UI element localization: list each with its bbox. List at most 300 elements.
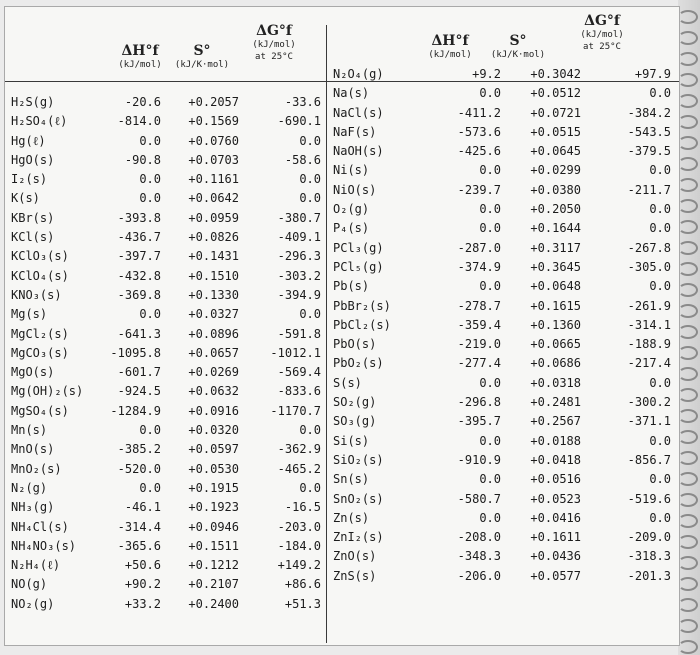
enthalpy-value: -90.8 bbox=[124, 152, 161, 167]
right-dg-header bbox=[569, 13, 635, 53]
binding-ring bbox=[678, 409, 698, 423]
entropy-value: +0.2107 bbox=[188, 577, 239, 592]
table-row bbox=[331, 316, 677, 335]
table-row bbox=[331, 258, 677, 277]
compound-name: KClO₃(s) bbox=[11, 249, 69, 264]
enthalpy-value: +90.2 bbox=[124, 577, 161, 592]
table-row bbox=[331, 354, 677, 373]
enthalpy-value: -641.3 bbox=[117, 326, 161, 341]
entropy-value: +0.0269 bbox=[188, 365, 239, 380]
binding-ring bbox=[678, 199, 698, 213]
right-dh-symbol: ΔH°f bbox=[431, 33, 469, 49]
entropy-value: +0.0380 bbox=[530, 182, 581, 197]
enthalpy-value: -924.5 bbox=[117, 384, 161, 399]
gibbs-value: -303.2 bbox=[277, 268, 321, 283]
enthalpy-value: -580.7 bbox=[457, 491, 501, 506]
table-row bbox=[331, 200, 677, 219]
gibbs-value: -201.3 bbox=[627, 568, 671, 583]
compound-name: Ni(s) bbox=[333, 163, 370, 178]
binding-ring bbox=[678, 304, 698, 318]
table-row bbox=[9, 595, 325, 614]
table-row bbox=[9, 247, 325, 266]
compound-name: I₂(s) bbox=[11, 172, 48, 187]
table-row bbox=[9, 325, 325, 344]
enthalpy-value: -393.8 bbox=[117, 210, 161, 225]
binding-ring bbox=[678, 640, 698, 654]
compound-name: Mg(OH)₂(s) bbox=[11, 384, 84, 399]
binding-ring bbox=[678, 157, 698, 171]
entropy-value: +0.0657 bbox=[188, 345, 239, 360]
compound-name: Mg(s) bbox=[11, 307, 48, 322]
compound-name: SnO₂(s) bbox=[333, 491, 384, 506]
enthalpy-value: -278.7 bbox=[457, 298, 501, 313]
gibbs-value: -543.5 bbox=[627, 124, 671, 139]
gibbs-value: 0.0 bbox=[649, 375, 671, 390]
compound-name: PCl₃(g) bbox=[333, 240, 384, 255]
gibbs-value: 0.0 bbox=[299, 423, 321, 438]
entropy-value: +0.0299 bbox=[530, 163, 581, 178]
enthalpy-value: 0.0 bbox=[139, 172, 161, 187]
left-dh-symbol: ΔH°f bbox=[121, 43, 159, 59]
compound-name: ZnO(s) bbox=[333, 549, 377, 564]
table-row bbox=[9, 132, 325, 151]
compound-name: MgCO₃(s) bbox=[11, 345, 69, 360]
entropy-value: +0.1915 bbox=[188, 480, 239, 495]
compound-name: NaF(s) bbox=[333, 124, 377, 139]
gibbs-value: -394.9 bbox=[277, 287, 321, 302]
gibbs-value: -519.6 bbox=[627, 491, 671, 506]
entropy-value: +0.0686 bbox=[530, 356, 581, 371]
table-row bbox=[9, 460, 325, 479]
entropy-value: +0.0530 bbox=[188, 461, 239, 476]
table-row bbox=[331, 65, 677, 84]
table-row bbox=[331, 142, 677, 161]
gibbs-value: -217.4 bbox=[627, 356, 671, 371]
compound-name: MgO(s) bbox=[11, 365, 55, 380]
entropy-value: +0.3645 bbox=[530, 259, 581, 274]
table-row bbox=[331, 335, 677, 354]
table-row bbox=[9, 267, 325, 286]
gibbs-value: -833.6 bbox=[277, 384, 321, 399]
entropy-value: +0.0515 bbox=[530, 124, 581, 139]
compound-name: NH₄Cl(s) bbox=[11, 519, 69, 534]
gibbs-value: 0.0 bbox=[299, 133, 321, 148]
gibbs-value: -188.9 bbox=[627, 337, 671, 352]
enthalpy-value: 0.0 bbox=[479, 510, 501, 525]
entropy-value: +0.1644 bbox=[530, 221, 581, 236]
enthalpy-value: +50.6 bbox=[124, 558, 161, 573]
table-row bbox=[331, 432, 677, 451]
enthalpy-value: 0.0 bbox=[479, 86, 501, 101]
gibbs-value: -384.2 bbox=[627, 105, 671, 120]
enthalpy-value: -359.4 bbox=[457, 317, 501, 332]
entropy-value: +0.2567 bbox=[530, 414, 581, 429]
table-row bbox=[331, 239, 677, 258]
binding-ring bbox=[678, 577, 698, 591]
enthalpy-value: +9.2 bbox=[472, 67, 501, 81]
entropy-value: +0.0645 bbox=[530, 144, 581, 159]
enthalpy-value: -520.0 bbox=[117, 461, 161, 476]
left-table-body bbox=[9, 93, 325, 614]
binding-ring bbox=[678, 94, 698, 108]
gibbs-value: 0.0 bbox=[649, 163, 671, 178]
left-dg-unit: (kJ/mol) bbox=[252, 40, 296, 50]
enthalpy-value: -296.8 bbox=[457, 395, 501, 410]
entropy-value: +0.2481 bbox=[530, 395, 581, 410]
enthalpy-value: 0.0 bbox=[479, 163, 501, 178]
table-row bbox=[331, 277, 677, 296]
enthalpy-value: -385.2 bbox=[117, 442, 161, 457]
entropy-value: +0.0648 bbox=[530, 279, 581, 294]
compound-name: PbO₂(s) bbox=[333, 356, 384, 371]
table-row bbox=[331, 509, 677, 528]
compound-name: S(s) bbox=[333, 375, 362, 390]
left-dg-header bbox=[243, 23, 305, 63]
table-row bbox=[331, 374, 677, 393]
entropy-value: +0.0523 bbox=[530, 491, 581, 506]
gibbs-value: -1170.7 bbox=[270, 403, 321, 418]
entropy-value: +0.0418 bbox=[530, 452, 581, 467]
compound-name: NO(g) bbox=[11, 577, 48, 592]
entropy-value: +0.0896 bbox=[188, 326, 239, 341]
table-row bbox=[331, 393, 677, 412]
compound-name: NO₂(g) bbox=[11, 596, 55, 611]
compound-name: SO₂(g) bbox=[333, 395, 377, 410]
table-row bbox=[9, 228, 325, 247]
gibbs-value: -305.0 bbox=[627, 259, 671, 274]
column-divider bbox=[326, 25, 327, 643]
right-s-header bbox=[483, 33, 553, 61]
entropy-value: +0.0665 bbox=[530, 337, 581, 352]
gibbs-value: -591.8 bbox=[277, 326, 321, 341]
gibbs-value: 0.0 bbox=[299, 307, 321, 322]
entropy-value: +0.0760 bbox=[188, 133, 239, 148]
gibbs-value: -314.1 bbox=[627, 317, 671, 332]
binding-ring bbox=[678, 514, 698, 528]
enthalpy-value: -348.3 bbox=[457, 549, 501, 564]
entropy-value: +0.0959 bbox=[188, 210, 239, 225]
enthalpy-value: -369.8 bbox=[117, 287, 161, 302]
compound-name: MgSO₄(s) bbox=[11, 403, 69, 418]
right-s-symbol: S° bbox=[509, 33, 527, 49]
table-row bbox=[9, 305, 325, 324]
compound-name: H₂SO₄(ℓ) bbox=[11, 114, 68, 129]
entropy-value: +0.1611 bbox=[530, 530, 581, 545]
compound-name: HgO(s) bbox=[11, 152, 55, 167]
entropy-value: +0.1360 bbox=[530, 317, 581, 332]
left-dg-note: at 25°C bbox=[255, 52, 293, 62]
binding-ring bbox=[678, 598, 698, 612]
gibbs-value: -362.9 bbox=[277, 442, 321, 457]
enthalpy-value: 0.0 bbox=[479, 472, 501, 487]
table-row bbox=[331, 451, 677, 470]
gibbs-value: +86.6 bbox=[284, 577, 321, 592]
binding-ring bbox=[678, 178, 698, 192]
gibbs-value: -296.3 bbox=[277, 249, 321, 264]
right-dh-header bbox=[419, 33, 481, 61]
enthalpy-value: -411.2 bbox=[457, 105, 501, 120]
enthalpy-value: -365.6 bbox=[117, 538, 161, 553]
entropy-value: +0.0916 bbox=[188, 403, 239, 418]
table-row bbox=[331, 181, 677, 200]
compound-name: H₂S(g) bbox=[11, 95, 55, 109]
entropy-value: +0.2400 bbox=[188, 596, 239, 611]
enthalpy-value: -432.8 bbox=[117, 268, 161, 283]
compound-name: Pb(s) bbox=[333, 279, 370, 294]
binding-ring bbox=[678, 10, 698, 24]
binding-ring bbox=[678, 325, 698, 339]
binding-ring bbox=[678, 346, 698, 360]
entropy-value: +0.1511 bbox=[188, 538, 239, 553]
compound-name: NaOH(s) bbox=[333, 144, 384, 159]
compound-name: ZnS(s) bbox=[333, 568, 377, 583]
table-row bbox=[9, 402, 325, 421]
compound-name: MgCl₂(s) bbox=[11, 326, 69, 341]
entropy-value: +0.0642 bbox=[188, 191, 239, 206]
enthalpy-value: -1284.9 bbox=[110, 403, 161, 418]
table-row bbox=[9, 151, 325, 170]
gibbs-value: -371.1 bbox=[627, 414, 671, 429]
binding-ring bbox=[678, 451, 698, 465]
gibbs-value: -409.1 bbox=[277, 230, 321, 245]
entropy-value: +0.1510 bbox=[188, 268, 239, 283]
entropy-value: +0.0946 bbox=[188, 519, 239, 534]
enthalpy-value: 0.0 bbox=[139, 133, 161, 148]
enthalpy-value: 0.0 bbox=[139, 480, 161, 495]
compound-name: MnO(s) bbox=[11, 442, 55, 457]
gibbs-value: 0.0 bbox=[649, 86, 671, 101]
table-row bbox=[331, 123, 677, 142]
table-row bbox=[331, 412, 677, 431]
binding-ring bbox=[678, 556, 698, 570]
table-row bbox=[331, 219, 677, 238]
table-row bbox=[9, 93, 325, 112]
compound-name: NiO(s) bbox=[333, 182, 377, 197]
enthalpy-value: 0.0 bbox=[479, 202, 501, 217]
gibbs-value: -300.2 bbox=[627, 395, 671, 410]
enthalpy-value: -425.6 bbox=[457, 144, 501, 159]
entropy-value: +0.1923 bbox=[188, 500, 239, 515]
enthalpy-value: -601.7 bbox=[117, 365, 161, 380]
enthalpy-value: 0.0 bbox=[479, 221, 501, 236]
entropy-value: +0.1161 bbox=[188, 172, 239, 187]
table-row bbox=[9, 209, 325, 228]
enthalpy-value: -206.0 bbox=[457, 568, 501, 583]
binding-ring bbox=[678, 241, 698, 255]
table-row bbox=[331, 470, 677, 489]
enthalpy-value: -814.0 bbox=[117, 114, 161, 129]
enthalpy-value: 0.0 bbox=[479, 279, 501, 294]
gibbs-value: -58.6 bbox=[284, 152, 321, 167]
enthalpy-value: 0.0 bbox=[139, 423, 161, 438]
entropy-value: +0.3042 bbox=[530, 67, 581, 81]
compound-name: Na(s) bbox=[333, 86, 370, 101]
entropy-value: +0.0826 bbox=[188, 230, 239, 245]
entropy-value: +0.0703 bbox=[188, 152, 239, 167]
compound-name: KNO₃(s) bbox=[11, 287, 62, 302]
gibbs-value: -690.1 bbox=[277, 114, 321, 129]
entropy-value: +0.1330 bbox=[188, 287, 239, 302]
enthalpy-value: -239.7 bbox=[457, 182, 501, 197]
table-row bbox=[331, 84, 677, 103]
compound-name: KCl(s) bbox=[11, 230, 55, 245]
gibbs-value: -379.5 bbox=[627, 144, 671, 159]
binding-ring bbox=[678, 430, 698, 444]
table-row bbox=[331, 490, 677, 509]
gibbs-value: -261.9 bbox=[627, 298, 671, 313]
binding-ring bbox=[678, 367, 698, 381]
enthalpy-value: -397.7 bbox=[117, 249, 161, 264]
enthalpy-value: -314.4 bbox=[117, 519, 161, 534]
gibbs-value: -569.4 bbox=[277, 365, 321, 380]
gibbs-value: -209.0 bbox=[627, 530, 671, 545]
left-s-header bbox=[167, 43, 237, 71]
gibbs-value: 0.0 bbox=[649, 472, 671, 487]
compound-name: MnO₂(s) bbox=[11, 461, 62, 476]
compound-name: K(s) bbox=[11, 191, 40, 206]
gibbs-value: 0.0 bbox=[299, 191, 321, 206]
gibbs-value: +51.3 bbox=[284, 596, 321, 611]
gibbs-value: 0.0 bbox=[299, 480, 321, 495]
table-row bbox=[9, 344, 325, 363]
compound-name: Hg(ℓ) bbox=[11, 133, 46, 148]
binding-ring bbox=[678, 73, 698, 87]
compound-name: ZnI₂(s) bbox=[333, 530, 384, 545]
compound-name: SO₃(g) bbox=[333, 414, 377, 429]
entropy-value: +0.0327 bbox=[188, 307, 239, 322]
enthalpy-value: -277.4 bbox=[457, 356, 501, 371]
entropy-value: +0.3117 bbox=[530, 240, 581, 255]
entropy-value: +0.0516 bbox=[530, 472, 581, 487]
left-dh-unit: (kJ/mol) bbox=[118, 60, 162, 70]
table-row bbox=[9, 479, 325, 498]
compound-name: NH₄NO₃(s) bbox=[11, 538, 77, 553]
compound-name: NaCl(s) bbox=[333, 105, 384, 120]
entropy-value: +0.0597 bbox=[188, 442, 239, 457]
entropy-value: +0.2057 bbox=[188, 95, 239, 109]
enthalpy-value: -910.9 bbox=[457, 452, 501, 467]
compound-name: Zn(s) bbox=[333, 510, 370, 525]
compound-name: NH₃(g) bbox=[11, 500, 55, 515]
table-row bbox=[331, 567, 677, 586]
entropy-value: +0.0577 bbox=[530, 568, 581, 583]
thermo-table-sheet bbox=[4, 6, 680, 646]
right-table-body bbox=[331, 65, 677, 586]
gibbs-value: 0.0 bbox=[649, 202, 671, 217]
enthalpy-value: -287.0 bbox=[457, 240, 501, 255]
table-row bbox=[9, 537, 325, 556]
table-row bbox=[9, 421, 325, 440]
enthalpy-value: -395.7 bbox=[457, 414, 501, 429]
entropy-value: +0.2050 bbox=[530, 202, 581, 217]
compound-name: P₄(s) bbox=[333, 221, 370, 236]
entropy-value: +0.1615 bbox=[530, 298, 581, 313]
binding-ring bbox=[678, 262, 698, 276]
gibbs-value: -16.5 bbox=[284, 500, 321, 515]
compound-name: SiO₂(s) bbox=[333, 452, 384, 467]
entropy-value: +0.0320 bbox=[188, 423, 239, 438]
enthalpy-value: 0.0 bbox=[139, 191, 161, 206]
entropy-value: +0.0416 bbox=[530, 510, 581, 525]
entropy-value: +0.1431 bbox=[188, 249, 239, 264]
left-s-unit: (kJ/K·mol) bbox=[174, 60, 230, 70]
gibbs-value: -318.3 bbox=[627, 549, 671, 564]
table-row bbox=[331, 161, 677, 180]
gibbs-value: -33.6 bbox=[284, 95, 321, 109]
gibbs-value: -1012.1 bbox=[270, 345, 321, 360]
entropy-value: +0.0436 bbox=[530, 549, 581, 564]
gibbs-value: 0.0 bbox=[649, 510, 671, 525]
compound-name: Mn(s) bbox=[11, 423, 48, 438]
right-dh-unit: (kJ/mol) bbox=[428, 50, 472, 60]
binding-ring bbox=[678, 283, 698, 297]
enthalpy-value: 0.0 bbox=[139, 307, 161, 322]
left-header-rule bbox=[5, 81, 326, 82]
table-row bbox=[9, 286, 325, 305]
binding-ring bbox=[678, 619, 698, 633]
table-row bbox=[331, 297, 677, 316]
entropy-value: +0.1212 bbox=[188, 558, 239, 573]
enthalpy-value: -20.6 bbox=[124, 95, 161, 109]
gibbs-value: 0.0 bbox=[299, 172, 321, 187]
gibbs-value: -856.7 bbox=[627, 452, 671, 467]
compound-name: N₂O₄(g) bbox=[333, 67, 384, 81]
notebook-binding bbox=[678, 0, 700, 655]
table-row bbox=[9, 518, 325, 537]
binding-ring bbox=[678, 493, 698, 507]
gibbs-value: -267.8 bbox=[627, 240, 671, 255]
gibbs-value: -203.0 bbox=[277, 519, 321, 534]
entropy-value: +0.0318 bbox=[530, 375, 581, 390]
compound-name: KBr(s) bbox=[11, 210, 55, 225]
compound-name: O₂(g) bbox=[333, 202, 370, 217]
compound-name: N₂H₄(ℓ) bbox=[11, 558, 61, 573]
right-dg-unit: (kJ/mol) bbox=[580, 30, 624, 40]
table-row bbox=[9, 498, 325, 517]
table-row bbox=[9, 440, 325, 459]
gibbs-value: +149.2 bbox=[277, 558, 321, 573]
compound-name: KClO₄(s) bbox=[11, 268, 69, 283]
binding-ring bbox=[678, 472, 698, 486]
binding-ring bbox=[678, 115, 698, 129]
gibbs-value: 0.0 bbox=[649, 433, 671, 448]
binding-ring bbox=[678, 31, 698, 45]
table-row bbox=[9, 382, 325, 401]
compound-name: PbO(s) bbox=[333, 337, 377, 352]
table-row bbox=[9, 189, 325, 208]
right-dg-note: at 25°C bbox=[583, 42, 621, 52]
entropy-value: +0.1569 bbox=[188, 114, 239, 129]
enthalpy-value: -46.1 bbox=[124, 500, 161, 515]
enthalpy-value: -219.0 bbox=[457, 337, 501, 352]
binding-ring bbox=[678, 136, 698, 150]
enthalpy-value: 0.0 bbox=[479, 433, 501, 448]
gibbs-value: 0.0 bbox=[649, 279, 671, 294]
compound-name: Sn(s) bbox=[333, 472, 370, 487]
table-row bbox=[9, 170, 325, 189]
left-dh-header bbox=[109, 43, 171, 71]
compound-name: PbCl₂(s) bbox=[333, 317, 391, 332]
enthalpy-value: -436.7 bbox=[117, 230, 161, 245]
binding-ring bbox=[678, 535, 698, 549]
compound-name: Si(s) bbox=[333, 433, 370, 448]
enthalpy-value: 0.0 bbox=[479, 375, 501, 390]
entropy-value: +0.0632 bbox=[188, 384, 239, 399]
table-row bbox=[331, 528, 677, 547]
table-row bbox=[9, 556, 325, 575]
entropy-value: +0.0512 bbox=[530, 86, 581, 101]
binding-ring bbox=[678, 220, 698, 234]
